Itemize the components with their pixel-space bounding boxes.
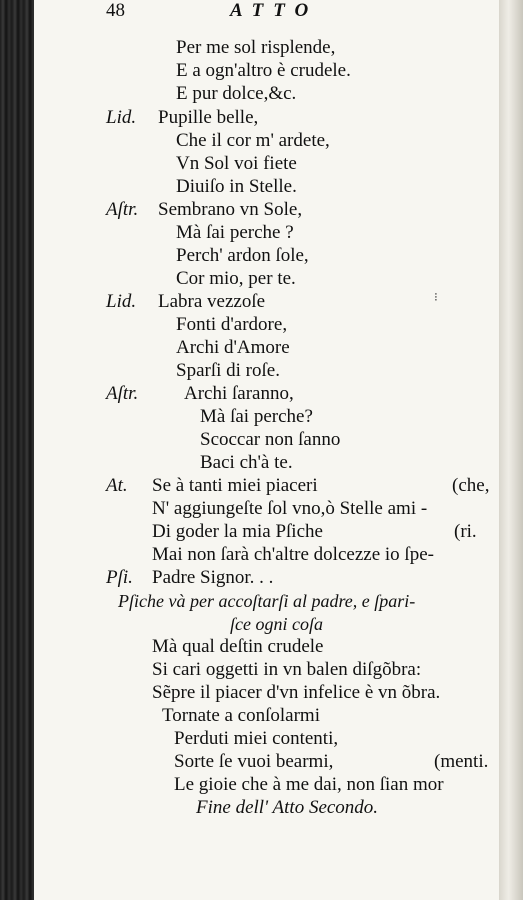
verse-line xyxy=(200,429,340,451)
verse-line xyxy=(158,199,302,221)
carry-over-text: (che, xyxy=(452,475,490,496)
verse-line xyxy=(174,774,444,796)
verse-text: Pupille belle, xyxy=(158,107,259,128)
verse-text: E pur dolce,&c. xyxy=(176,83,297,104)
margin-mark-icon: ⁝ xyxy=(434,290,438,304)
verse-text: Archi d'Amore xyxy=(176,337,290,358)
verse-line xyxy=(158,291,265,313)
book-page xyxy=(34,0,499,900)
verse-text: Fonti d'ardore, xyxy=(176,314,288,335)
verse-line xyxy=(162,705,320,727)
page-number: 48 xyxy=(106,0,125,21)
speaker-label: Lid. xyxy=(106,291,137,312)
verse-line xyxy=(176,176,297,198)
verse-line xyxy=(176,314,287,336)
verse-line xyxy=(200,406,313,428)
speaker-label: At. xyxy=(106,475,128,496)
verse-line xyxy=(184,383,294,405)
speaker-label: Aſtr. xyxy=(106,383,139,404)
act-end-line: Fine dell' Atto Secondo. xyxy=(196,797,379,818)
verse-text: Che il cor m' ardete, xyxy=(176,130,330,151)
verse-line xyxy=(176,153,297,175)
verse-line xyxy=(158,107,258,129)
verse-line xyxy=(152,682,440,704)
verse-text: Diuiſo in Stelle. xyxy=(176,176,297,197)
verse-line xyxy=(176,337,290,359)
verse-line xyxy=(176,37,335,59)
verse-text: Sẽpre il piacer d'vn infelice è vn õbra. xyxy=(152,682,441,703)
facing-page-edge xyxy=(499,0,523,900)
verse-line xyxy=(152,544,434,566)
verse-text: Archi ſaranno, xyxy=(184,383,294,404)
book-spine-shadow xyxy=(0,0,34,900)
verse-line xyxy=(152,475,318,497)
verse-text: Padre Signor. . . xyxy=(152,567,274,588)
verse-text: Sorte ſe vuoi bearmi, xyxy=(174,751,334,772)
verse-text: Le gioie che à me dai, non ſian mor xyxy=(174,774,444,795)
verse-text: Vn Sol voi fiete xyxy=(176,153,297,174)
verse-text: Mà ſai perche? xyxy=(200,406,313,427)
verse-line xyxy=(176,245,309,267)
verse-text: Cor mio, per te. xyxy=(176,268,296,289)
verse-line xyxy=(152,636,323,658)
verse-text: E a ogn'altro è crudele. xyxy=(176,60,351,81)
verse-text: Sparſi di roſe. xyxy=(176,360,280,381)
stage-direction: ſce ogni coſa xyxy=(230,614,323,634)
verse-line xyxy=(176,130,330,152)
speaker-label: Pſi. xyxy=(106,567,133,588)
verse-line xyxy=(176,360,280,382)
verse-text: Labra vezzoſe xyxy=(158,291,266,312)
verse-line xyxy=(200,452,293,474)
speaker-label: Aſtr. xyxy=(106,199,139,220)
verse-line xyxy=(152,659,421,681)
verse-line xyxy=(176,268,296,290)
carry-over-text: (menti. xyxy=(434,751,489,772)
verse-line xyxy=(176,83,296,105)
carry-over-text: (ri. xyxy=(454,521,477,542)
verse-line xyxy=(174,751,333,773)
verse-text: Mai non ſarà ch'altre dolcezze io ſpe- xyxy=(152,544,434,565)
stage-direction: Pſiche và per accoſtarſi al padre, e ſpari- xyxy=(118,591,416,611)
verse-text: Scoccar non ſanno xyxy=(200,429,341,450)
verse-text: Si cari oggetti in vn balen diſgõbra: xyxy=(152,659,422,680)
verse-text: Di goder la mia Pſiche xyxy=(152,521,323,542)
verse-text: Baci ch'à te. xyxy=(200,452,293,473)
verse-text: Tornate a conſolarmi xyxy=(162,705,320,726)
verse-line xyxy=(176,222,294,244)
running-title: ATTO xyxy=(230,0,319,21)
verse-text: Mà qual deſtin crudele xyxy=(152,636,324,657)
verse-text: Se à tanti miei piaceri xyxy=(152,475,318,496)
verse-text: N' aggiungeſte ſol vno,ò Stelle ami - xyxy=(152,498,428,519)
verse-line xyxy=(152,567,273,589)
verse-text: Perduti miei contenti, xyxy=(174,728,339,749)
verse-line xyxy=(174,728,338,750)
verse-text: Per me sol risplende, xyxy=(176,37,336,58)
verse-text: Perch' ardon ſole, xyxy=(176,245,309,266)
verse-line xyxy=(176,60,351,82)
verse-line xyxy=(152,498,427,520)
speaker-label: Lid. xyxy=(106,107,137,128)
verse-line xyxy=(152,521,323,543)
verse-text: Mà ſai perche ? xyxy=(176,222,294,243)
verse-text: Sembrano vn Sole, xyxy=(158,199,303,220)
